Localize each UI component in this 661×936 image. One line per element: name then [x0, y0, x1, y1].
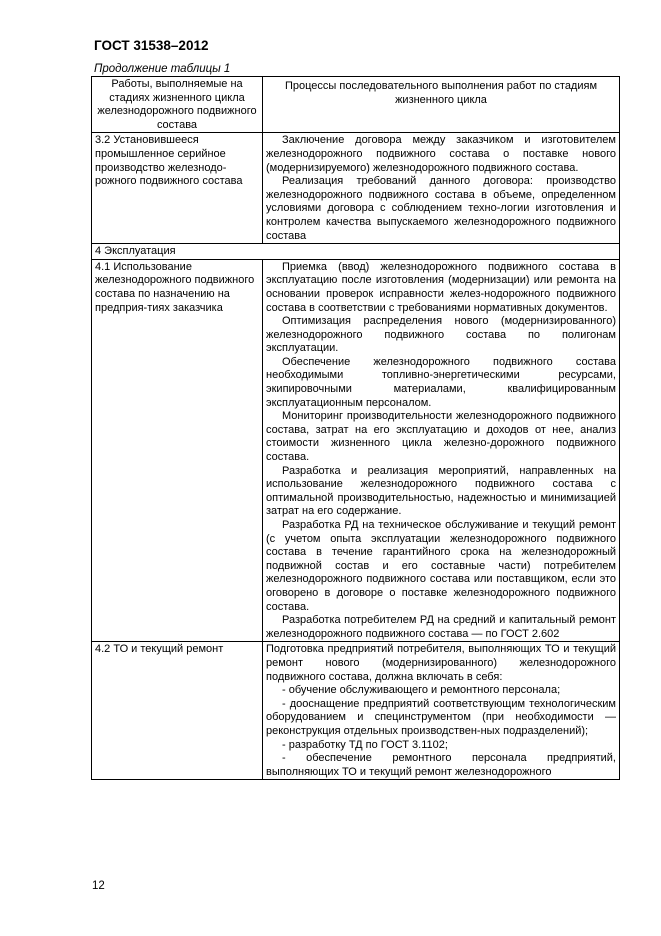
table-row-4-2: [92, 642, 620, 780]
paragraph: Мониторинг производительности железнодорожного подвижного состава, затрат на его эксплуатацию и доходов от нее, анализ стоимости жизненного цикла железно-дорожного подвижного состава.: [266, 410, 616, 464]
row-3-2-processes: [263, 133, 620, 244]
table-header-row: [92, 77, 620, 133]
list-item: - дооснащение предприятий соответствующим технологическим оборудованием и специнструментом (при необходимости — реконструкция отдельных производствен-ных подразделений);: [266, 697, 616, 737]
paragraph: Подготовка предприятий потребителя, выполняющих ТО и текущий ремонт нового (модернизированного) железнодорожного подвижного состава, должна включать в себя:: [266, 643, 616, 683]
column-header-processes: Процессы последовательного выполнения работ по стадиям жизненного цикла: [263, 77, 620, 133]
paragraph: Разработка потребителем РД на средний и капитальный ремонт железнодорожного подвижного состава — по ГОСТ 2.602: [266, 614, 616, 640]
list-item: - обучение обслуживающего и ремонтного персонала;: [282, 684, 561, 697]
row-3-2-stage: [92, 133, 263, 244]
section-4-title: 4 Эксплуатация: [92, 244, 620, 260]
row-4-1-stage: [92, 259, 263, 642]
paragraph: Оптимизация распределения нового (модернизированного) железнодорожного подвижного состава по полигонам эксплуатации.: [266, 315, 616, 355]
paragraph: Заключение договора между заказчиком и изготовителем железнодорожного подвижного состава о поставке нового (модернизируемого) железнодорожного подвижного состава.: [266, 134, 616, 174]
row-4-2-stage-text: 4.2 ТО и текущий ремонт: [95, 643, 224, 656]
row-3-2-stage-text: 3.2 Установившееся промышленное серийное производство железнодо-рожного подвижного состава: [95, 134, 243, 188]
lifecycle-table: [91, 76, 620, 780]
page-number: 12: [92, 880, 105, 892]
paragraph: Разработка и реализация мероприятий, направленных на использование железнодорожного подвижного состава с оптимальной производительностью, надежностью и минимизацией затрат на его содержание.: [266, 464, 616, 518]
row-4-1-processes: [263, 259, 620, 642]
table-continuation-caption: Продолжение таблицы 1: [94, 63, 231, 75]
list-item: - обеспечение ремонтного персонала предприятий, выполняющих ТО и текущий ремонт железнодорожного: [266, 752, 616, 778]
document-header: ГОСТ 31538–2012: [94, 38, 209, 53]
column-header-works: Работы, выполняемые на стадиях жизненного цикла железнодорожного подвижного состава: [92, 77, 263, 133]
list-item: - разработку ТД по ГОСТ 3.1102;: [282, 738, 448, 751]
paragraph: Реализация требований данного договора: производство железнодорожного подвижного состава в объеме, определенном условиями договора с соблюдением техно-логии изготовления и контролем качества выпускаемого железнодорожного подвижного состава: [266, 175, 616, 242]
table-row-3-2: [92, 133, 620, 244]
paragraph: Обеспечение железнодорожного подвижного состава необходимыми топливно-энергетическими ресурсами, экипировочными материалами, квалифицированным эксплуатационным персоналом.: [266, 355, 616, 409]
paragraph: Приемка (ввод) железнодорожного подвижного состава в эксплуатацию после изготовления (модернизации) или ремонта на основании проверок исправности желез-нодорожного подвижного состава в соответствии с требованиями нормативных документов.: [266, 260, 616, 314]
row-4-1-stage-text: 4.1 Использование железнодорожного подвижного состава по назначению на предприя-тиях заказчика: [95, 260, 255, 314]
row-4-2-processes: [263, 642, 620, 780]
section-row-4: [92, 244, 620, 260]
table-row-4-1: [92, 259, 620, 642]
paragraph: Разработка РД на техническое обслуживание и текущий ремонт (с учетом опыта эксплуатации железнодорожного подвижного состава в течение гарантийного срока на железнодорожный подвижной состав и его составные части) потребителем железнодорожного подвижного состава или поставщиком, если это оговорено в договоре о поставке железнодорожного подвижного состава.: [266, 519, 616, 613]
row-4-2-stage: [92, 642, 263, 780]
